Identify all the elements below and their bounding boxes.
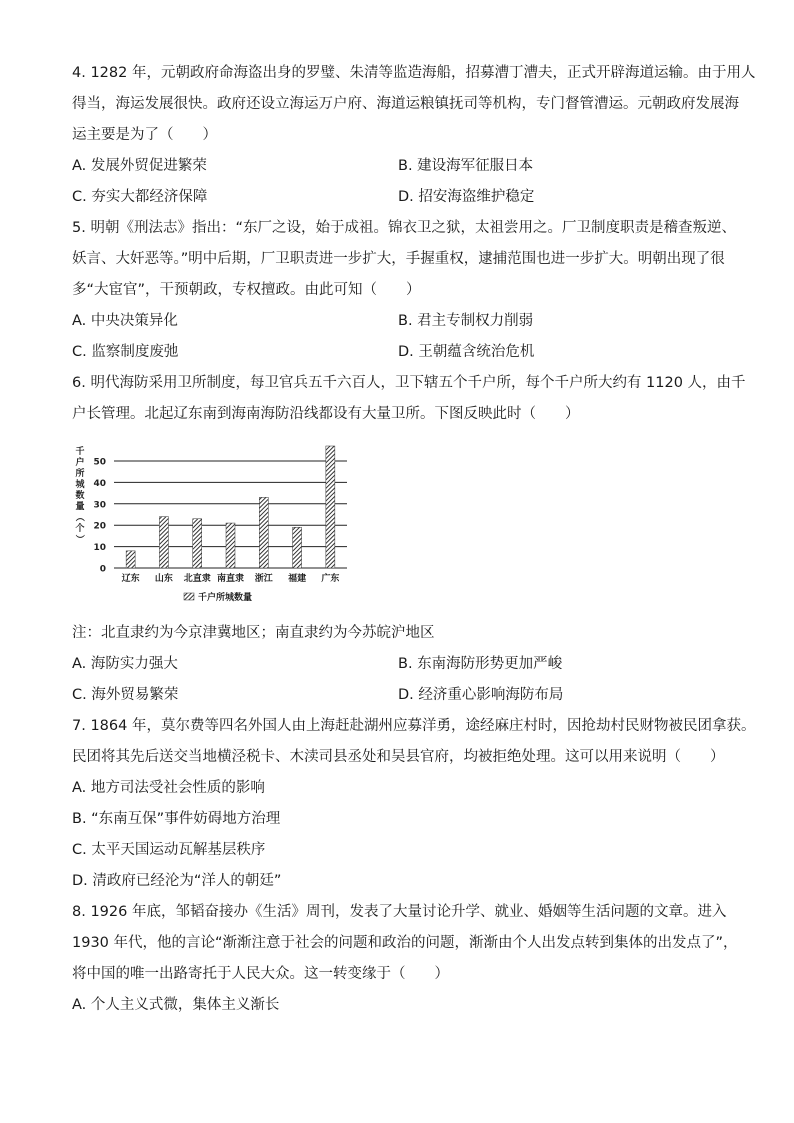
question-5 — [72, 213, 736, 368]
x-tick-label: 山东 — [154, 574, 173, 584]
question-4 — [72, 58, 756, 213]
question-8-stem-line: 1930 年代，他的言论“渐渐注意于社会的问题和政治的问题，渐渐由个人出发点转到集体的出发点了”， — [72, 935, 738, 951]
question-5-stem-line: 妖言、大奸恶等。”明中后期，厂卫职责进一步扩大，手握重权，逮捕范围也进一步扩大。明朝出现了很 — [72, 251, 725, 267]
option-d[interactable]: D. 招安海盗维护稳定 — [398, 189, 535, 205]
option-d[interactable]: D. 王朝蕴含统治危机 — [398, 344, 535, 360]
question-5-options-row — [72, 337, 732, 368]
x-tick-label: 北直隶 — [183, 574, 211, 584]
bar — [293, 527, 302, 568]
question-8-stem-line: 8. 1926 年底，邹韬奋接办《生活》周刊，发表了大量讨论升学、就业、婚姻等生活问题的文章。进入 — [72, 904, 727, 920]
option-d[interactable]: D. 经济重心影响海防布局 — [398, 687, 564, 703]
option-b[interactable]: B. 建设海军征服日本 — [398, 158, 534, 174]
legend-swatch — [184, 593, 194, 600]
option-c[interactable]: C. 监察制度废弛 — [72, 344, 179, 360]
legend-label: 千户所城数量 — [198, 593, 253, 603]
option-c[interactable]: C. 海外贸易繁荣 — [72, 687, 179, 703]
question-6-stem-line: 户长管理。北起辽东南到海南海防沿线都设有大量卫所。下图反映此时（ ） — [72, 406, 580, 422]
question-4-options-row — [72, 151, 732, 182]
y-axis-label-char: 千 — [75, 447, 85, 457]
x-tick-label: 浙江 — [254, 574, 273, 584]
option-c[interactable]: C. 夯实大都经济保障 — [72, 189, 208, 205]
y-axis-label-char: 个 — [75, 524, 85, 534]
x-tick-label: 福建 — [288, 574, 307, 584]
y-axis-label-char: （ — [74, 512, 84, 522]
option-a[interactable]: A. 地方司法受社会性质的影响 — [72, 780, 265, 796]
x-tick-label: 广东 — [321, 574, 340, 584]
option-a[interactable]: A. 海防实力强大 — [72, 656, 178, 672]
question-7 — [72, 711, 756, 897]
y-axis-label-char: 数 — [75, 491, 85, 501]
chart-note: 注：北直隶约为今京津冀地区；南直隶约为今苏皖沪地区 — [72, 625, 435, 641]
question-8-stem-line: 将中国的唯一出路寄托于人民大众。这一转变缘于（ ） — [72, 966, 449, 982]
question-6-options-row — [72, 680, 732, 711]
question-5-stem-line: 5. 明朝《刑法志》指出：“东厂之设，始于成祖。锦衣卫之狱，太祖尝用之。厂卫制度职责是稽查叛逆、 — [72, 220, 736, 236]
y-tick-label: 0 — [99, 564, 106, 575]
bar-chart-svg — [72, 436, 372, 616]
question-4-stem-line: 得当，海运发展很快。政府还设立海运万户府、海道运粮镇抚司等机构，专门督管漕运。元朝政府发展海 — [72, 96, 739, 112]
question-6 — [72, 368, 746, 711]
option-b[interactable]: B. 东南海防形势更加严峻 — [398, 656, 563, 672]
y-tick-label: 50 — [93, 457, 106, 468]
question-5-stem-line: 多“大宦官”，干预朝政，专权擅政。由此可知（ ） — [72, 282, 421, 298]
question-4-options-row — [72, 182, 732, 213]
x-tick-label: 南直隶 — [216, 574, 245, 584]
y-tick-label: 40 — [93, 478, 106, 489]
option-a[interactable]: A. 中央决策异化 — [72, 313, 178, 329]
bar — [159, 517, 168, 568]
question-6-options-row — [72, 649, 732, 680]
question-8 — [72, 897, 738, 1021]
question-7-stem-line: 7. 1864 年，莫尔费等四名外国人由上海赶赴湖州应募洋勇，途经麻庄村时，因抢劫村民财物被民团拿获。 — [72, 718, 756, 734]
option-a[interactable]: A. 个人主义式微，集体主义渐长 — [72, 997, 280, 1013]
y-axis-label-char: 所 — [75, 469, 85, 479]
bar — [326, 446, 335, 568]
bar — [193, 519, 202, 568]
bar — [259, 497, 268, 568]
question-6-stem-line: 6. 明代海防采用卫所制度，每卫官兵五千六百人，卫下辖五个千户所，每个千户所大约有 1120 人，由千 — [72, 375, 746, 391]
y-tick-label: 20 — [93, 521, 106, 532]
x-tick-label: 辽东 — [121, 574, 140, 584]
question-4-stem-line: 4. 1282 年，元朝政府命海盗出身的罗璧、朱清等监造海船，招募漕丁漕夫，正式开辟海道运输。由于用人 — [72, 65, 756, 81]
option-a[interactable]: A. 发展外贸促进繁荣 — [72, 158, 207, 174]
option-c[interactable]: C. 太平天国运动瓦解基层秩序 — [72, 842, 266, 858]
bar — [126, 551, 135, 568]
bar-chart — [72, 436, 372, 616]
y-axis-label-char: 户 — [75, 458, 85, 468]
question-4-stem-line: 运主要是为了（ ） — [72, 127, 217, 143]
bar — [226, 523, 235, 568]
y-tick-label: 10 — [93, 543, 106, 554]
option-d[interactable]: D. 清政府已经沦为“洋人的朝廷” — [72, 873, 282, 889]
question-5-options-row — [72, 306, 732, 337]
exam-page — [72, 58, 756, 1021]
option-b[interactable]: B. 君主专制权力削弱 — [398, 313, 534, 329]
option-b[interactable]: B. “东南互保”事件妨碍地方治理 — [72, 811, 281, 827]
y-axis-label-char: ） — [74, 534, 84, 544]
question-7-stem-line: 民团将其先后送交当地横泾税卡、木渎司县丞处和吴县官府，均被拒绝处理。这可以用来说明（ ） — [72, 749, 725, 765]
y-tick-label: 30 — [93, 500, 106, 511]
y-axis-label-char: 量 — [75, 502, 85, 512]
y-axis-label-char: 城 — [75, 480, 85, 490]
